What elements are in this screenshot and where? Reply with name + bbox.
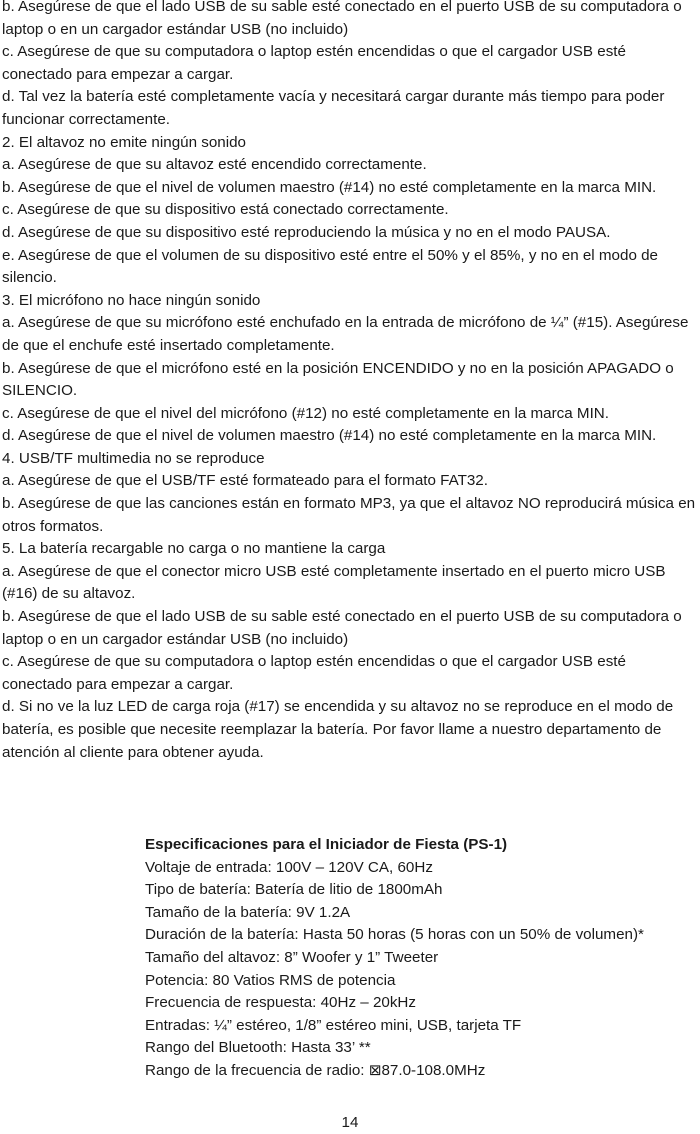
specifications-block	[145, 834, 700, 1083]
spec-line: Tamaño de la batería: 9V 1.2A	[145, 903, 351, 921]
list-item: d. Asegúrese de que su dispositivo esté reproduciendo la música y no en el modo PAUSA.	[2, 223, 611, 241]
list-item: c. Asegúrese de que el nivel del micrófono (#12) no esté completamente en la marca MIN.	[2, 404, 609, 422]
spec-line: Rango de la frecuencia de radio: ⊠87.0-108.0MHz	[145, 1061, 486, 1079]
specifications-title: Especificaciones para el Iniciador de Fiesta (PS-1)	[145, 836, 508, 853]
list-item: b. Asegúrese de que las canciones están en formato MP3, ya que el altavoz NO reproducirá música en otros formatos.	[2, 495, 696, 535]
list-item: a. Asegúrese de que su micrófono esté enchufado en la entrada de micrófono de ¼” (#15). Asegúrese de que el enchufe esté insertado completamente.	[2, 314, 689, 354]
list-item: d. Si no ve la luz LED de carga roja (#17) se encendida y su altavoz no se reproduce en el modo de batería, es posible que necesite reemplazar la batería. Por favor llame a nuestro departamento de atención al cliente para obtener ayuda.	[2, 698, 674, 761]
section-heading: 3. El micrófono no hace ningún sonido	[2, 291, 261, 309]
section-heading: 2. El altavoz no emite ningún sonido	[2, 133, 247, 151]
list-item: d. Asegúrese de que el nivel de volumen maestro (#14) no esté completamente en la marca MIN.	[2, 427, 657, 445]
spec-line: Potencia: 80 Vatios RMS de potencia	[145, 971, 396, 989]
troubleshooting-section	[2, 0, 696, 764]
list-item: b. Asegúrese de que el nivel de volumen maestro (#14) no esté completamente en la marca MIN.	[2, 178, 657, 196]
spec-line: Rango del Bluetooth: Hasta 33’ **	[145, 1039, 371, 1057]
list-item: b. Asegúrese de que el lado USB de su sable esté conectado en el puerto USB de su computadora o laptop o en un cargador estándar USB (no incluido)	[2, 0, 682, 38]
list-item: c. Asegúrese de que su dispositivo está conectado correctamente.	[2, 201, 449, 219]
list-item: e. Asegúrese de que el volumen de su dispositivo esté entre el 50% y el 85%, y no en el modo de silencio.	[2, 246, 659, 287]
spec-line: Tipo de batería: Batería de litio de 1800mAh	[145, 881, 443, 899]
spec-line: Entradas: ¼” estéreo, 1/8” estéreo mini, USB, tarjeta TF	[145, 1016, 522, 1034]
page-number: 14	[341, 1114, 359, 1131]
section-heading: 4. USB/TF multimedia no se reproduce	[2, 449, 265, 467]
spec-line: Duración de la batería: Hasta 50 horas (5 horas con un 50% de volumen)*	[145, 926, 644, 944]
list-item: a. Asegúrese de que su altavoz esté encendido correctamente.	[2, 156, 427, 174]
list-item: a. Asegúrese de que el USB/TF esté formateado para el formato FAT32.	[2, 472, 488, 490]
list-item: c. Asegúrese de que su computadora o laptop estén encendidas o que el cargador USB esté conectado para empezar a cargar.	[2, 653, 626, 693]
list-item: a. Asegúrese de que el conector micro USB esté completamente insertado en el puerto micro USB (#16) de su altavoz.	[2, 562, 666, 603]
spec-line: Tamaño del altavoz: 8” Woofer y 1” Tweeter	[145, 948, 439, 966]
spec-line: Voltaje de entrada: 100V – 120V CA, 60Hz	[145, 858, 433, 876]
spec-line: Frecuencia de respuesta: 40Hz – 20kHz	[145, 994, 416, 1012]
list-item: b. Asegúrese de que el lado USB de su sable esté conectado en el puerto USB de su computadora o laptop o en un cargador estándar USB (no incluido)	[2, 608, 682, 648]
list-item: d. Tal vez la batería esté completamente vacía y necesitará cargar durante más tiempo para poder funcionar correctamente.	[2, 88, 665, 128]
section-heading: 5. La batería recargable no carga o no mantiene la carga	[2, 540, 386, 558]
list-item: b. Asegúrese de que el micrófono esté en la posición ENCENDIDO y no en la posición APAGADO o SILENCIO.	[2, 359, 674, 400]
list-item: c. Asegúrese de que su computadora o laptop estén encendidas o que el cargador USB esté conectado para empezar a cargar.	[2, 43, 626, 83]
